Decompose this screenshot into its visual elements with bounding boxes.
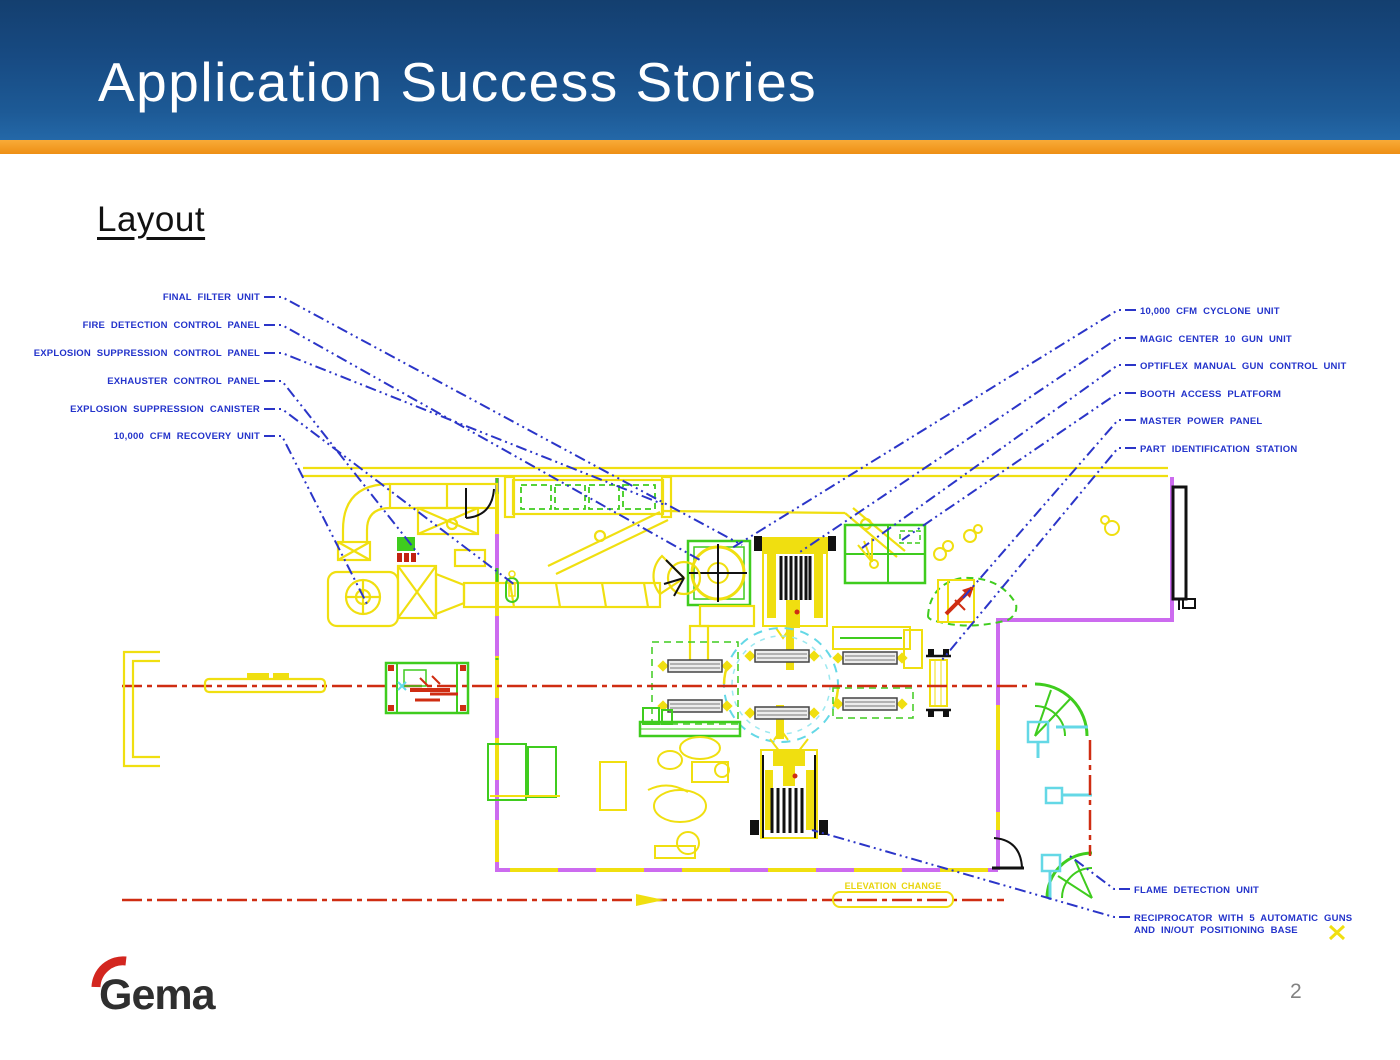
page-number: 2 (1290, 980, 1302, 1003)
layout-diagram (0, 270, 1400, 1060)
corner-turn-bottom (1042, 788, 1092, 900)
part-id-station (926, 649, 951, 717)
label-exhauster-panel: EXHAUSTER CONTROL PANEL (107, 376, 260, 387)
label-final-filter-unit: FINAL FILTER UNIT (162, 292, 260, 303)
part-carrier (386, 663, 468, 713)
label-elevation-change: ELEVATION CHANGE (844, 881, 942, 891)
diagram-labels (34, 292, 1353, 936)
exhauster-control-box (397, 537, 416, 562)
label-booth-platform: BOOTH ACCESS PLATFORM (1140, 389, 1282, 400)
slide-title: Application Success Stories (98, 51, 818, 113)
gema-logo (90, 955, 260, 1022)
booth-walls (497, 477, 1172, 870)
corner-turn-top (1028, 684, 1088, 758)
label-cyclone-unit: 10,000 CFM CYCLONE UNIT (1140, 306, 1280, 317)
label-master-power-panel: MASTER POWER PANEL (1140, 416, 1263, 427)
monorail-lines (303, 468, 1168, 513)
label-reciprocator-line2: AND IN/OUT POSITIONING BASE (1134, 925, 1298, 936)
rotary-station (928, 516, 1119, 626)
slide-corner-mark (1330, 926, 1344, 939)
label-recovery-unit: 10,000 CFM RECOVERY UNIT (113, 431, 260, 442)
slide-header (0, 0, 1400, 140)
label-part-id-station: PART IDENTIFICATION STATION (1140, 444, 1298, 455)
in-out-station (488, 708, 740, 858)
cyclone-unit (654, 541, 754, 664)
label-magic-center: MAGIC CENTER 10 GUN UNIT (1140, 334, 1292, 345)
label-explosion-suppression-panel: EXPLOSION SUPPRESSION CONTROL PANEL (33, 348, 260, 359)
label-flame-detection: FLAME DETECTION UNIT (1134, 885, 1260, 896)
door-swing-top (466, 488, 494, 518)
flow-arrow (636, 894, 664, 906)
label-suppression-canister: EXPLOSION SUPPRESSION CANISTER (70, 404, 260, 415)
accent-bar (0, 140, 1400, 154)
section-heading: Layout (97, 200, 206, 239)
label-fire-detection-panel: FIRE DETECTION CONTROL PANEL (82, 320, 260, 331)
entry-conveyor (124, 652, 325, 766)
label-optiflex-control: OPTIFLEX MANUAL GUN CONTROL UNIT (1140, 361, 1347, 372)
wall-mounted-panel (1173, 487, 1195, 610)
label-reciprocator-line1: RECIPROCATOR WITH 5 AUTOMATIC GUNS (1134, 913, 1353, 924)
reciprocator-unit (750, 739, 828, 838)
gema-logo-text: Gema (99, 971, 215, 1017)
